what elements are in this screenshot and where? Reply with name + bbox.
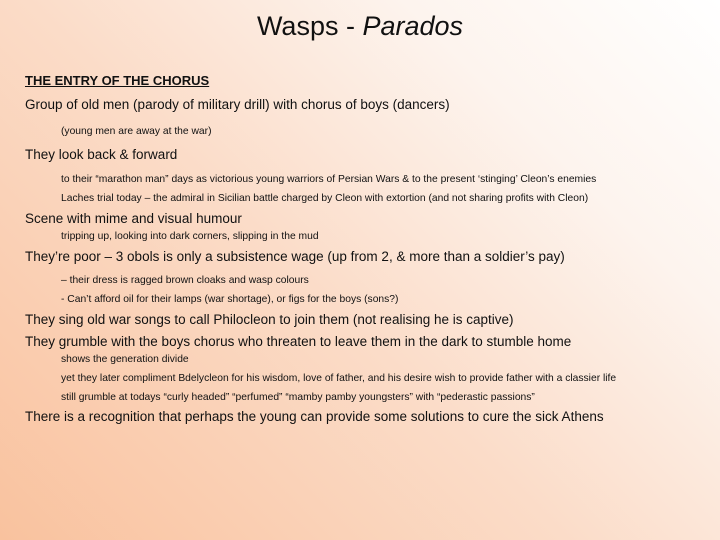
sub-bullet-line: tripping up, looking into dark corners, slipping in the mud (61, 231, 319, 242)
sub-bullet-line: yet they later compliment Bdelycleon for his wisdom, love of father, and his desire wish to provide father with a classier life (61, 373, 617, 384)
sub-bullet-line: - Can’t afford oil for their lamps (war shortage), or figs for the boys (sons?) (61, 294, 399, 305)
slide-content (25, 72, 705, 427)
bullet-line: There is a recognition that perhaps the young can provide some solutions to cure the sick Athens (25, 409, 604, 424)
bullet-line: They’re poor – 3 obols is only a subsistence wage (up from 2, & more than a soldier’s pay) (25, 249, 565, 264)
bullet-line: Scene with mime and visual humour (25, 211, 242, 226)
title-main: Wasps - (256, 11, 363, 41)
sub-bullet-line: Laches trial today – the admiral in Sicilian battle charged by Cleon with extortion (and not sharing profits with Cleon) (61, 193, 589, 204)
bullet-line: Group of old men (parody of military drill) with chorus of boys (dancers) (25, 97, 450, 112)
sub-bullet-line: (young men are away at the war) (61, 126, 212, 137)
sub-bullet-line: still grumble at todays “curly headed” “perfumed” “mamby pamby youngsters” with “pederastic passions” (61, 392, 535, 403)
section-heading: THE ENTRY OF THE CHORUS (25, 73, 210, 88)
title-italic: Parados (362, 11, 464, 41)
slide-title (0, 8, 720, 44)
sub-bullet-line: to their “marathon man” days as victorious young warriors of Persian Wars & to the present ‘stinging’ Cleon’s enemies (61, 174, 597, 185)
sub-bullet-line: shows the generation divide (61, 354, 189, 365)
bullet-line: They sing old war songs to call Philocleon to join them (not realising he is captive) (25, 312, 514, 327)
bullet-line: They grumble with the boys chorus who threaten to leave them in the dark to stumble home (25, 334, 572, 349)
bullet-line: They look back & forward (25, 147, 178, 162)
sub-bullet-line: – their dress is ragged brown cloaks and wasp colours (61, 275, 309, 286)
